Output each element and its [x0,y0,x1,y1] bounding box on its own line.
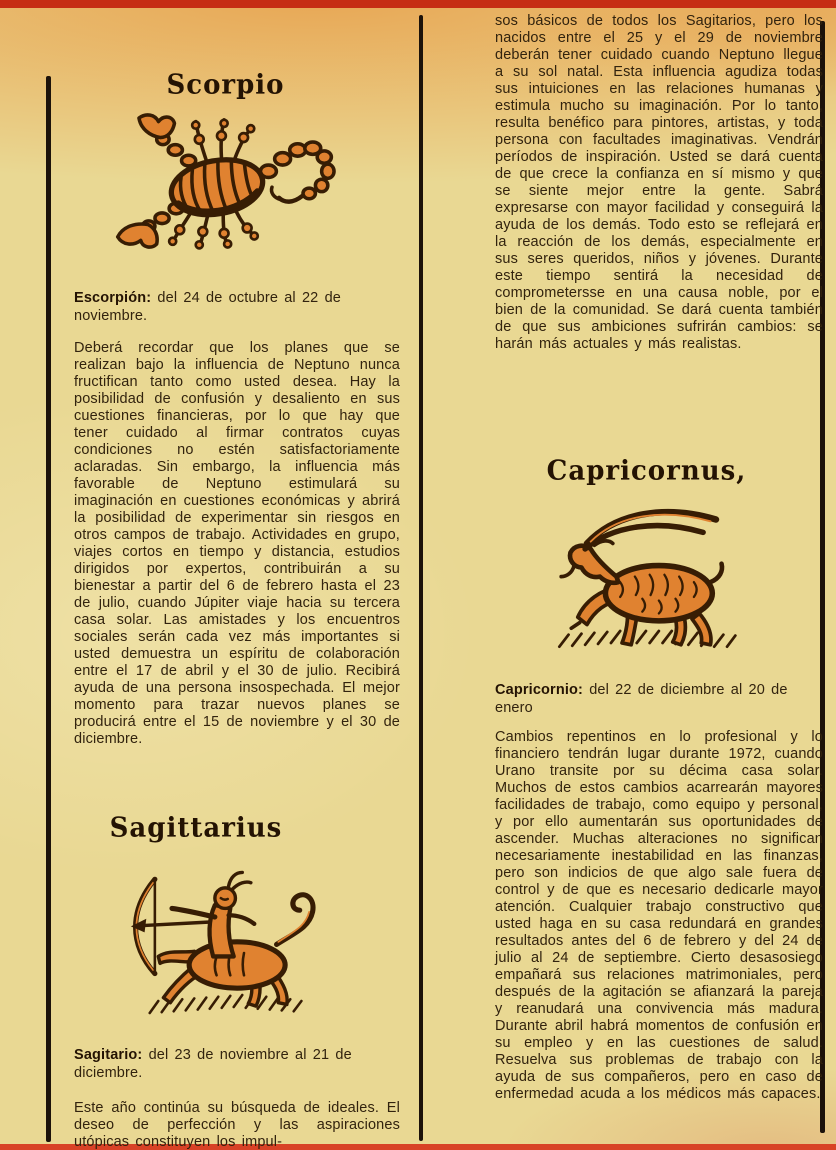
sagittarius-caption-lead: Sagitario: [74,1047,143,1063]
scorpio-woodcut-illustration [84,102,350,260]
capricorn-caption-dates: del 22 de diciembre al 20 de enero [495,682,788,716]
center-column-rule [419,15,423,1141]
scorpio-caption-lead: Escorpión: [74,290,152,306]
left-column-rule [46,76,51,1142]
scorpio-date-caption [74,289,400,325]
sagittarius-section-heading: Sagittarius [109,812,283,844]
capricorn-caption-lead: Capricornio: [495,682,583,698]
scorpio-forecast-paragraph: Deberá recordar que los planes que se realizan bajo la influencia de Neptuno nunca fructifican tanto como usted desea. Hay la posibilidad de confusión y desaliento en sus cuestiones financieras, por lo que hay que tener cuidado al firmar contratos cuyas condiciones no estén satisfactoriamente aclaradas. Sin embargo, la influencia más favorable de Neptuno estimulará su imaginación en cuestiones económicas y abrirá la posibilidad de experimentar sin riesgos en otros campos de trabajo. Actividades en grupo, viajes cortos en tiempo y distancia, estudios dirigidos por expertos, contribuirán a su bienestar a partir del 6 de febrero hasta el 23 de julio, cuando Júpiter viaje hacia su tercera casa solar. Las amistades y los encuentros sociales serán cada vez más importantes si usted demuestra un espíritu de colaboración entre el 17 de abril y el 30 de julio. Recibirá ayuda de una persona insospechada. El mejor momento para trazar nuevos planes se producirá entre el 15 de noviembre y el 30 de diciembre. [74,340,400,747]
sagittarius-woodcut-illustration [100,846,340,1042]
sagittarius-date-caption [74,1046,400,1082]
scorpio-section-heading: Scorpio [166,69,285,101]
sagittarius-forecast-fragment: Este año continúa su búsqueda de ideales. El deseo de perfección y las aspiraciones utópicas constituyen los impul- [74,1100,400,1150]
sagittarius-caption-dates: del 23 de noviembre al 21 de diciembre. [74,1047,352,1081]
capricorn-forecast-paragraph: Cambios repentinos en lo profesional y lo financiero tendrán lugar durante 1972, cuando Urano transite por su décima casa solar. Muchos de estos cambios acarrearán mayores facilidades de trabajo, como equipo y personal, y por ello aumentarán sus oportunidades de ascender. Muchas alteraciones no significan necesariamente inestabilidad en las finanzas, pero son indicios de que algo sale fuera de control y de que es necesario dedicarle mayor atención. Cualquier trabajo constructivo que usted haga en su casa redundará en grandes resultados antes del 6 de febrero y del 24 de julio al 24 de septiembre. Cierto desasosiego empañará sus relaciones matrimoniales, pero después de la agitación se afianzará la pareja y reanudará una convivencia más madura. Durante abril habrá momentos de confusión en su empleo y en las cuestiones de salud. Resuelva sus problemas de trabajo con la ayuda de sus compañeros, pero en caso de enfermedad acuda a los médicos más capaces. [495,729,823,1102]
sagittarius-forecast-continuation: sos básicos de todos los Sagitarios, pero los nacidos entre el 25 y el 29 de noviembre deberán tener cuidado cuando Neptuno llegue a su sol natal. Esta influencia agudiza todas sus intuiciones en las relaciones humanas y estimula mucho su imaginación. Por lo tanto, resulta benéfico para pintores, artistas, y toda persona con facultades imaginativas. Vendrán períodos de inspiración. Usted se dará cuenta de que crece la confianza en sí mismo y que se siente mejor entre la gente. Sabrá expresarse con mayor facilidad y conseguirá la ayuda de los demás. Todo esto se reflejará en la reacción de los demás, especialmente en sus seres queridos, niños y jóvenes. Durante este tiempo sentirá la necesidad de comprometersse en una causa noble, por el bien de la comunidad. Se dará cuenta también de que sus ambiciones sufrirán cambios: se harán más actuales y más realistas. [495,13,823,352]
capricorn-woodcut-illustration [528,492,763,664]
centaur-archer-image [100,846,340,1042]
capricorn-date-caption [495,681,823,717]
capricorn-section-heading: Capricornus, [546,455,747,487]
page-top-edge [0,0,836,8]
scorpio-caption-dates: del 24 de octubre al 22 de noviembre. [74,290,342,324]
scorpion-image [84,102,350,260]
goat-image [528,492,763,664]
